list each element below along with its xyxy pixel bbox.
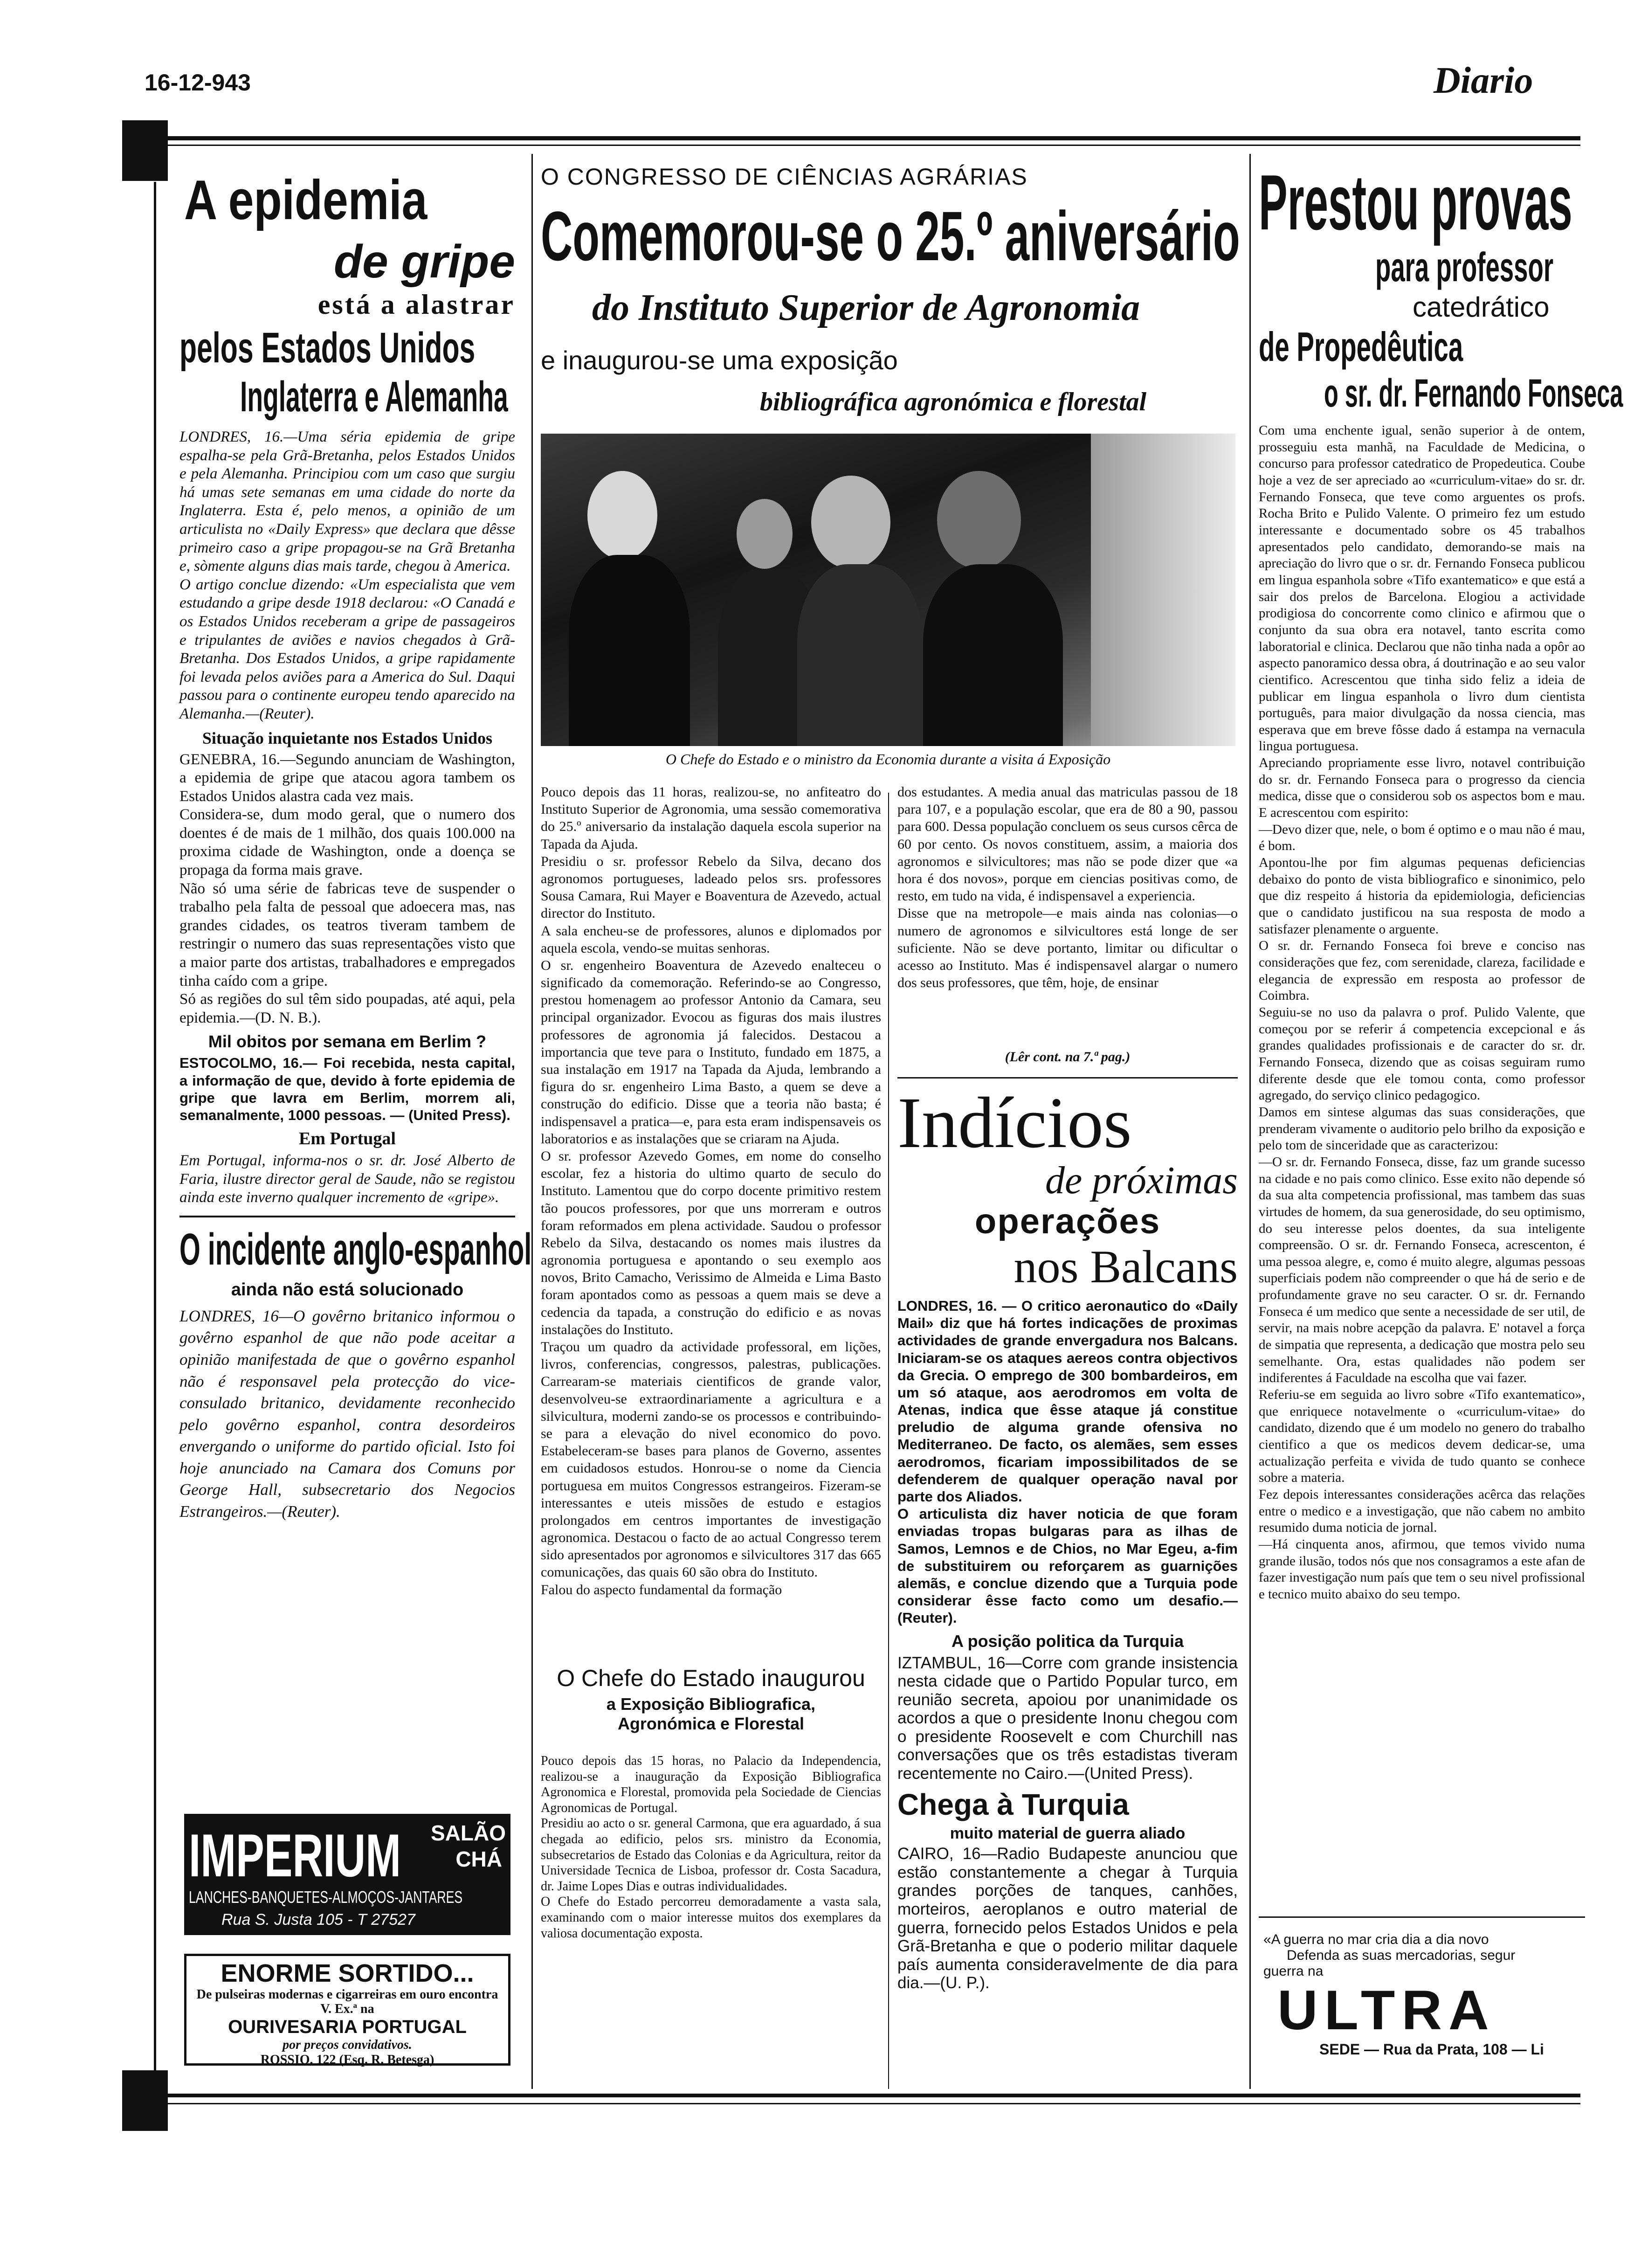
person-6 — [797, 564, 923, 746]
flu-sub2-title: Mil obitos por semana em Berlim ? — [208, 1032, 487, 1051]
ultra-line-3: guerra na — [1263, 1964, 1324, 1979]
sortido-title: ENORME SORTIDO... — [221, 1959, 474, 1987]
sortido-line1: De pulseiras modernas e cigarreiras em ouro encontra V. Ex.ª na — [196, 1987, 498, 2016]
flu-headline-3: está a alastrar — [317, 289, 515, 320]
chefe-text: Pouco depois das 15 horas, no Palacio da Independencia, realizou-se a inauguração da Exposição Bibliografica Agronomica e Florestal, promovida pela Sociedade de Ciencias Agronomicas de Portugal. Presidiu ao acto o sr. general Carmona, que era aguardado, á sua chegada ao edificio, pelos srs. ministro da Economia, subsecretarios de Estado das Colonias e da Agricultura, reitor da Universidade Tecnica de Lisboa, professor dr. Costa Sacadura, dr. Jaime Lopes Dias e outras individualidades. O Chefe do Estado percorreu demoradamente a vasta salа, examinando com o maior interesse muitos dos exemplares da valiosa documentação exposta. — [541, 1754, 881, 1941]
flu-sub1-title: Situação inquietante nos Estados Unidos — [202, 728, 493, 747]
balcans-headline-4: nos Balcans — [1014, 1240, 1238, 1293]
left-column — [179, 168, 532, 2080]
chega-text: CAIRO, 16—Radio Budapeste anunciou que estão constantemente a chegar à Turquia grandes porções de tanques, canhões, morteiros, aeroplanos e outro material de guerra, fornecido pelos Estados Unidos e pela Grã-Bretanha e que o poderio militar daquele país aumenta consideravelmente de dia para dia.—(U. P.). — [897, 1845, 1238, 1992]
bottom-rule — [168, 2094, 1580, 2097]
sortido-line2: por preços convidativos. — [283, 2037, 412, 2052]
sortido-address: ROSSIO, 122 (Esq. R. Betesga) — [260, 2052, 434, 2067]
left-margin-bar-bottom — [122, 2070, 168, 2131]
ultra-ad — [1259, 1916, 1585, 2067]
fonseca-headline-2: para professor — [1375, 244, 1554, 290]
sortido-name: OURIVESARIA PORTUGAL — [228, 2016, 467, 2037]
masthead: Diario — [1434, 60, 1533, 101]
flu-sub1-text: GENEBRA, 16.—Segundo anunciam de Washington, a epidemia de gripe que atacou agora tambem os Estados Unidos alastra cada vez mais. Considera-se, dum modo geral, que o numero dos doentes é de mais de 1 milhão, dos quais 100.000 na proxima cidade de Washington, onde a doença se propaga da forma mais grave. Não só uma série de fabricas teve de suspender o trabalho pela falta de pessoal que adoecera mas, nas grandes cidades, os teatros tiveram tambem de restringir o numero das suas representações visto que a maior parte dos artistas, trabalhadores e empregados tinha caído com a gripe. Só as regiões do sul têm sido poupadas, até aqui, pela epidemia.—(D. N. B.). — [179, 751, 515, 1026]
person-3 — [737, 499, 793, 569]
person-8 — [923, 564, 1063, 746]
balcans-headline-3: operações — [974, 1202, 1161, 1242]
fonseca-headline-4: de Propedêutica — [1259, 324, 1463, 370]
column-divider-1 — [531, 154, 533, 2089]
imperium-name: IMPERIUM — [189, 1821, 401, 1889]
imperium-cha: CHÁ — [455, 1847, 502, 1871]
balcans-section — [897, 1082, 1238, 1992]
left-column-border — [154, 182, 156, 2070]
incident-subhead: ainda não está solucionado — [231, 1279, 464, 1300]
congress-subhead-2: e inaugurou-se uma exposição — [541, 346, 898, 375]
imperium-ad — [184, 1814, 510, 1935]
column-divider-2 — [1249, 154, 1251, 2089]
congress-text-b: dos estudantes. A media anual das matriculas passou de 18 para 107, e a população escolar, que era de 80 a 90, passou para 600. Dessa população concluem os seus cursos cêrca de 60 por cento. Os novos constituem, assim, a maioria dos agronomos e silvicultores; mas não se pode dizer que «a hora é dos novos», porque em ciencias positivas como, de resto, em tudo na vida, é indispensavel a experiencia. Disse que na metropole—e mais ainda nas colonias—o numero de agronomos e silvicultores está longe de ser suficiente. Não se deve portanto, limitar ou dificultar o acesso ao Instituto. Mas é indispensavel alargar o numero dos seus professores, que têm, hoje, de ensinar — [897, 784, 1238, 991]
flu-headline-2: de gripe — [334, 235, 515, 288]
balcans-headline-1: Indícios — [897, 1082, 1132, 1163]
chega-title: Chega à Turquia — [897, 1788, 1129, 1822]
fonseca-headline-5: o sr. dr. Fernando Fonseca — [1324, 371, 1623, 415]
turquia-text: IZTAMBUL, 16—Corre com grande insistencia nesta cidade que o Partido Popular turco, em reunião secreta, apoiou por unanimidade os acordos a que o presidente Inonu chegou com o presidente Roosevelt e com Churchill nas conversações que os três estadistas tiveram recentemente no Cairo.—(United Press). — [897, 1653, 1238, 1783]
continued-note: (Lêr cont. na 7.ª pag.) — [1005, 1049, 1131, 1065]
imperium-services: LANCHES-BANQUETES-ALMOÇOS-JANTARES — [189, 1888, 463, 1907]
ultra-line-1: «A guerra no mar cria dia a dia novo — [1263, 1932, 1489, 1947]
fonseca-text: Com uma enchente igual, senão superior à de ontem, prosseguiu esta manhã, na Faculdade de Medicina, o concurso para professor catedratico de Propedeutica. Coube hoje a vez de ser apreciado ao «curriculum-vitae» do sr. dr. Fernando Fonseca, que teve como arguentes os profs. Rocha Brito e Pulido Valente. O primeiro fez um estudo interessante e documentado sobre os 45 trabalhos apresentados pelo candidato, demorando-se mais na apreciação do livro que o sr. dr. Fernando Fonseca publicou em lingua espanhola sobre «Tifo exantematico» e que está a sair dos prelos de Barcelona. Elogiou a actividade prodigiosa do concorrente como clinico e afirmou que o conjunto da sua obra era notavel, tanto escrita como laboratorial e clinica. Declarou que não tinha nada a opôr ao aspecto panoramico dessa obra, á doutrinação e ao seu valor cientifico. Acrescentou que tinha sido feliz a ideia de publicar em lingua espanhola o livro dum cientista português, para maior divulgação da nossa ciencia, mas esperava que em breve fôsse dado á estampa na vernacula lingua portuguesa. Apreciando propriamente esse livro, notavel contribuição do sr. dr. Fernando Fonseca para o progresso da ciencia medica, disse que o considerou sob os aspectos bom e mau. E acrescentou com espirito: —Devo dizer que, nele, o bom é optimo e o mau não é mau, é bom. Apontou-lhe por fim algumas pequenas deficiencias debaixo do ponto de vista bibliografico e sinonimico, pelo que diz respeito á historia da epidemiologia, deficiencias que o candidato justificou na sua resposta de modo a satisfazer plenamente o arguente. O sr. dr. Fernando Fonseca foi breve e conciso nas considerações que fez, com serenidade, clareza, facilidade e elegancia de expressão em resposta ao professor de Coimbra. Seguiu-se no uso da palavra o prof. Pulido Valente, que começou por se referir á competencia excepcional e ás grandes qualidades profissionais e de caracter do sr. dr. Fernando Fonseca, dizendo que as coisas seguiram rumo diferente desde que ele tomou conta, como professor agregado, do serviço clinico pedagogico. Damos em sintese algumas das suas considerações, que prenderam vivamente o auditorio pelo brilho da exposição e pelo tom de sinceridade que as caracterizou: —O sr. dr. Fernando Fonseca, disse, faz um grande sucesso na cidade e no pais como clinico. Esse exito não depende só da sua alta competencia profissional, mas tambem das suas virtudes de homem, da sua generosidade, do seu optimismo, do seu interesse pelos doentes, da sua inteligente compreensão. O sr. dr. Fernando Fonseca, acrescenton, é uma pessoa alegre, e, como é muito alegre, algumas pessoas superficiais podem não compreender o que há de serio e de profundamente grave no seu caracter. O sr. dr. Fernando Fonseca é um medico que sente a necessidade de ser util, de servir, na mais nobre acepção da palavra. E' notavel a força de simpatia que representa, a dedicação que mostra pelo seu semelhante. Ora, estas qualidades não podem ser indiferentes á Faculdade na escolha que vai fazer. Referiu-se em seguida ao livro sobre «Tifo exantematico», que enriquece notavelmente o «curriculum-vitae» do candidato, dizendo que é um modelo no genero do trabalho cientifico a que os medicos devem dedicar-se, uma actualização perfeita e vivida de tudo quanto se conhece sobre a materia. Fez depois interessantes considerações acêrca das relações entre o medico e a investigação, que não cabem no ambito resumido duma noticia de jornal. —Há cinquenta anos, afirmou, que temos vivido numa grande ilusão, todos nós que nos consagramos a este afan de fazer investigação num país que tem o seu nivel profissional e tecnico muito abaixo do seu tempo. — [1259, 423, 1585, 1602]
chefe-title: O Chefe do Estado inaugurou — [557, 1665, 865, 1691]
ultra-line-2: Defenda as suas mercadorias, segur — [1287, 1948, 1516, 1963]
chefe-sub-1: a Exposição Bibliografica, — [606, 1694, 816, 1714]
photo-caption: O Chefe do Estado e o ministro da Economia durante a visita á Exposição — [665, 751, 1111, 768]
imperium-address: Rua S. Justa 105 - T 27527 — [221, 1911, 415, 1929]
flu-headline-4: pelos Estados Unidos — [179, 324, 476, 372]
incident-text: LONDRES, 16—O govêrno britanico informou o govêrno espanhol de que não pode aceitar a opinião manifestada de que o govêrno espanhol não é responsavel pela protecção do vice-consulado britanico, devidamente reconhecido pelo govêrno espanhol, contra desordeiros envergando o uniforme do partido oficial. Isto foi hoje anunciado na Camara dos Comuns por George Hall, subsecretario dos Negocios Estrangeiros.—(Reuter). — [179, 1307, 515, 1521]
window-light — [1091, 434, 1235, 746]
flu-sub3-text: Em Portugal, informa-nos o sr. dr. José Alberto de Faria, ilustre director geral de Saude, não se registou ainda este inverno qualquer incremento de «gripe». — [179, 1152, 515, 1206]
top-rule — [168, 136, 1580, 140]
ultra-name: ULTRA — [1277, 1979, 1496, 2041]
congress-kicker: O CONGRESSO DE CIÊNCIAS AGRÁRIAS — [541, 164, 1028, 190]
congress-headline: Comemorou-se o 25.º aniversário — [541, 197, 1240, 275]
balcans-headline-2: de próximas — [1045, 1159, 1238, 1202]
balcans-top-rule — [897, 1077, 1238, 1079]
flu-lead-text: LONDRES, 16.—Uma séria epidemia de gripe espalha-se pela Grã-Bretanha, pelos Estados Unidos e pela Alemanha. Principiou com um caso que surgiu há umas sete semanas em uma cidade do norte da Inglaterra. Esta é, pelo menos, a opinião de um articulista no «Daily Express» que declara que dêsse primeiro caso a gripe propagou-se na Grã Bretanha e, sòmente alguns dias mais tarde, chegou à America. O artigo conclue dizendo: «Um especialista que vem estudando a gripe desde 1918 declarou: «O Canadá e os Estados Unidos receberam a gripe de passageiros e tripulantes de aviões e navios chegados à Grã-Bretanha. Dos Estados Unidos, a gripe rapidamente foi levada pelos aviões para a America do Sul. Daqui passou para o continente europeu tendo aparecido na Alemanha.—(Reuter). — [179, 429, 515, 722]
chefe-section — [541, 1665, 881, 1734]
ultra-address: SEDE — Rua da Prata, 108 — Li — [1319, 2041, 1544, 2058]
turquia-title: A posição politica da Turquia — [951, 1631, 1184, 1651]
person-2 — [569, 555, 690, 746]
person-7 — [937, 471, 1021, 569]
flu-headline-1: A epidemia — [184, 169, 427, 231]
flu-sub2-text: ESTOCOLMO, 16.— Foi recebida, nesta capital, a informação de que, devido à forte epidemia de gripe que lavra em Berlim, morrem ali, semanalmente, 1000 pessoas. — (United Press). — [179, 1055, 515, 1123]
person-5 — [811, 476, 890, 569]
fonseca-headline-1: Prestou provas — [1259, 159, 1572, 246]
bottom-rule-thin — [168, 2103, 1580, 2104]
right-column — [1259, 159, 1623, 1603]
fonseca-headline-3: catedrático — [1413, 291, 1550, 323]
top-rule-thin — [168, 145, 1580, 146]
balcans-text: LONDRES, 16. — O critico aeronautico do «Daily Mail» diz que há fortes indicações de proximas actividades de grande envergadura nos Balcans. Iniciaram-se os ataques aereos contra objectivos da Grecia. O emprego de 300 bombardeiros, em um só ataque, aos aerodromos em volta de Atenas, indica que êsse ataque já constitue preludio de alguma grande ofensiva no Mediterraneo. De facto, os alemães, sem esses aerodromos, ficariam impossibilitados de se defenderem de qualquer operação naval por parte dos Aliados. O articulista diz haver noticia de que foram enviadas tropas bulgaras para as ilhas de Samos, Lemnos e de Chios, no Mar Egeu, a-fim de substituirem ou reforçarem as guarnições alemãs, e conclue dizendo que a Turquia pode considerar êsse facto como um desafio.—(Reuter). — [897, 1297, 1238, 1626]
flu-headline-5: Inglaterra e Alemanha — [240, 373, 508, 421]
chefe-sub-2: Agronómica e Florestal — [617, 1714, 805, 1733]
imperium-salao: SALÃO — [431, 1821, 506, 1845]
left-margin-bar — [122, 120, 168, 181]
person-1 — [587, 471, 657, 560]
congress-text-a: Pouco depois das 11 horas, realizou-se, no anfiteatro do Instituto Superior de Agronomia, uma sessão comemorativa do 25.º aniversario da instalação daquela escola superior na Tapada da Ajuda. Presidiu o sr. professor Rebelo da Silva, decano dos agronomos portugueses, ladeado pelos srs. professores Sousa Camara, Rui Mayer e Boaventura de Azevedo, actual director do Instituto. A sala encheu-se de professores, alunos e diplomados por aquela escola, vendo-se muitas senhoras. O sr. engenheiro Boaventura de Azevedo enalteceu o significado da comemoração. Referindo-se ao Congresso, prestou homenagem ao professor Antonio da Camara, seu principal organizador. Evocou as figuras dos mais ilustres professores de agronomia já falecidos. Destacou a importancia que teve para o Instituto, fundado em 1875, a sua instalação em 1917 na Tapada da Ajuda, lembrando a figura do sr. engenheiro Lima Basto, a quem se deve a construção do edificio. Disse que a teoria não basta; é indispensavel a pratica—e, para esta eram indispensaveis os laboratorios e as instalações que se criaram na Ajuda. O sr. professor Azevedo Gomes, em nome do conselho escolar, fez a historia do ultimo quarto de seculo do Instituto. Lamentou que do corpo docente primitivo restem tão poucos professores, por que uns morreram e outros foram reformados em plena actividade. Saudou o professor Rebelo da Silva, destacando os nomes mais ilustres da agronomia portuguesa e apontando o seu exemplo aos novos, Brito Camacho, Verissimo de Almeida e Lima Basto foram apontados como as pessoas a quem mais se deve a cedencia da tapada, a construção do edificio e as novas instalações do Instituto. Traçou um quadro da actividade professoral, em lições, livros, conferencias, congressos, palestras, publicações. Carrearam-se materiais cientificos de grande valor, desenvolveu-se extraordinariamente a agricultura e a silvicultura, moderni zando-se os processos e contribuindo-se para a elevação do nivel economico do povo. Estabeleceram-se bases para planos de Governo, assentes em cuidadosos estudos. Honrou-se o nome da Ciencia portuguesa em muitos Congressos estrangeiros. Fizeram-se interessantes e uteis missões de estudo e estagios prolongados em centros importantes de investigação agronomica. Destacou o facto de ao actual Congresso terem sido apresentados por agronomos e silvicultores 317 das 665 comunicações, das quais 60 são obra do Instituto. Falou do aspecto fundamental da formação — [541, 784, 881, 1597]
incident-headline: O incidente anglo-espanhol — [179, 1224, 532, 1274]
chega-subhead: muito material de guerra aliado — [950, 1825, 1186, 1843]
sortido-ad — [184, 1954, 510, 2066]
congress-subhead-1: do Instituto Superior de Agronomia — [592, 287, 1140, 328]
exhibition-photo — [541, 434, 1235, 746]
column-divider-3 — [888, 793, 889, 2089]
issue-date: 16-12-943 — [145, 69, 251, 96]
section-divider — [179, 1216, 515, 1217]
congress-subhead-3: bibliográfica agronómica e florestal — [760, 387, 1147, 416]
flu-sub3-title: Em Portugal — [299, 1129, 396, 1149]
